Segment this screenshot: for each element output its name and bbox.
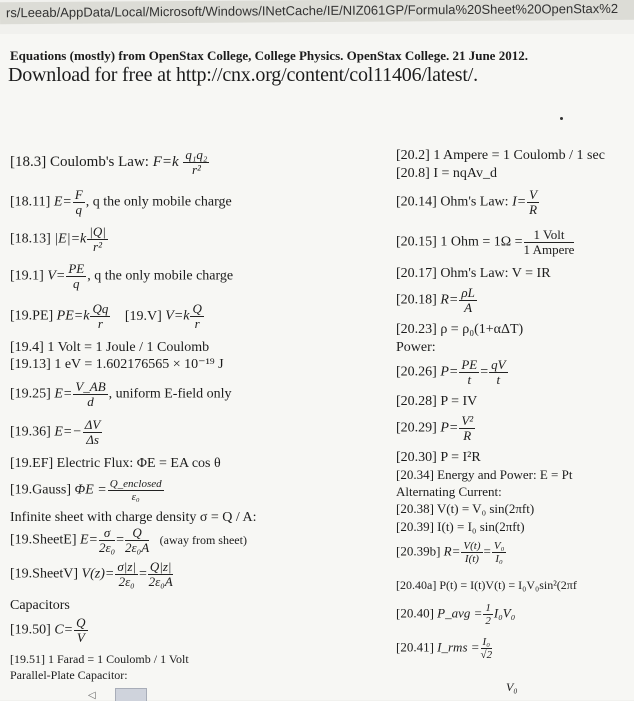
eq-field-magnitude: [18.13] |E|=k $\frac{|Q|}{\text{r²}}$ (10, 224, 106, 254)
eq-farad-definition: [19.51] 1 Farad = 1 Coulomb / 1 Volt (10, 652, 189, 666)
eq-energy-power: [20.34] Energy and Power: E = Pt (396, 467, 573, 482)
eq-ac-resistance: [20.39b] R= $\frac{V(t)}{I(t)}$ = $\frac{\text{V₀}}{\text{I₀}}$ (396, 540, 505, 565)
file-path-bar: rs/Leeab/AppData/Local/Microsoft/Windows/INetCache/IE/NIZ061GP/Formula%20Sheet%20OpenStax%2 (0, 0, 634, 24)
eq-ac-voltage: [20.38] V(t) = V₀ sin(2πft) (396, 501, 535, 516)
heading-alternating-current: Alternating Current: (396, 484, 502, 499)
heading-capacitors: Capacitors (10, 598, 70, 613)
eq-capacitance: [19.50] C= $\frac{Q}{V}$ (10, 615, 86, 645)
eq-field-gradient: [19.36] E=− $\frac{\Delta V}{\Delta s}$ (10, 417, 101, 447)
eq-potential-energy: [19.PE] PE=k $\frac{Qq}{r}$ [19.V] V=k $\frac{Q}{r}$ (10, 301, 202, 331)
eq-volt-definition: [19.4] 1 Volt = 1 Joule / 1 Coulomb (10, 340, 210, 355)
eq-uniform-field: [19.25] E= $\frac{V\_AB}{d}$ , uniform E-field only (10, 379, 232, 409)
eq-ohms-law-current: [20.14] Ohm's Law: I= $\frac{V}{R}$ (396, 187, 538, 217)
scroll-arrow-icon[interactable]: ◁ (88, 690, 96, 701)
eq-electric-flux: [19.EF] Electric Flux: ΦE = EA cos θ (10, 456, 221, 471)
eq-electron-volt: [19.13] 1 eV = 1.602176565 × 10⁻¹⁹ J (10, 357, 224, 372)
eq-rms-current: [20.41] I_rms = $\frac{\text{I₀}}{√2}$ (396, 636, 493, 661)
download-line: Download for free at http://cnx.org/content/col11406/latest/. (8, 64, 478, 86)
eq-sheet-field: [19.SheetE] E= $\frac{\sigma}{\text{2ε₀}}$ = $\frac{Q}{\text{2ε₀A}}$ (away from sheet) (10, 525, 247, 555)
text-cursor-dot (560, 117, 563, 120)
eq-ohms-law-voltage: [20.17] Ohm's Law: V = IR (396, 266, 551, 281)
eq-power-v2r: [20.29] P= $\frac{\text{V²}}{R}$ (396, 413, 474, 443)
text-parallel-plate: Parallel-Plate Capacitor: (10, 668, 128, 682)
eq-power-energy: [20.26] P= $\frac{PE}{t}$ = $\frac{qV}{t}$ (396, 357, 506, 387)
eq-resistivity-temp: [20.23] ρ = ρ₀(1+αΔT) (396, 322, 524, 337)
eq-potential: [19.1] V= $\frac{PE}{q}$ , q the only mobile charge (10, 261, 234, 291)
credit-line: Equations (mostly) from OpenStax College, College Physics. OpenStax College. 21 June 2012. (10, 48, 528, 63)
heading-power: Power: (396, 340, 436, 355)
eq-power-i2r: [20.30] P = I²R (396, 450, 481, 465)
eq-electric-field: [18.11] E= $\frac{F}{q}$ , q the only mobile charge (10, 187, 232, 217)
eq-resistance: [20.18] R= $\frac{\rho L}{A}$ (396, 285, 475, 315)
text-infinite-sheet: Infinite sheet with charge density σ = Q / A: (10, 510, 257, 525)
eq-ampere-definition: [20.2] 1 Ampere = 1 Coulomb / 1 sec (396, 148, 605, 163)
eq-ohm-unit: [20.15] 1 Ohm = 1Ω = $\frac{\text{1 Volt}}{\text{1 Ampere}}$ (396, 227, 575, 257)
eq-drift-current: [20.8] I = nqAv_d (396, 166, 497, 181)
eq-power-iv: [20.28] P = IV (396, 394, 478, 409)
eq-average-power: [20.40] P_avg = $\frac{1}{2}$ I₀V₀ (396, 602, 516, 627)
eq-sheet-potential: [19.SheetV] V(z)= $\frac{\sigma|z|}{\text{2ε₀}}$ = $\frac{Q|z|}{\text{2ε₀A}}$ (10, 559, 173, 589)
eq-gauss-law: [19.Gauss] ΦE = $\frac{\text{Q\_enclosed}}{\text{ε₀}}$ (10, 478, 162, 503)
sheet-tab[interactable] (115, 688, 147, 701)
eq-rms-voltage-partial: V₀ (506, 680, 518, 694)
eq-coulomb-law: [18.3] Coulomb's Law: F=k $\frac{\text{q₁q₂}}{\text{r²}}$ (10, 147, 208, 177)
eq-ac-instant-power: [20.40a] P(t) = I(t)V(t) = I₀V₀sin²(2πf (396, 578, 577, 592)
eq-ac-current: [20.39] I(t) = I₀ sin(2πft) (396, 519, 525, 534)
